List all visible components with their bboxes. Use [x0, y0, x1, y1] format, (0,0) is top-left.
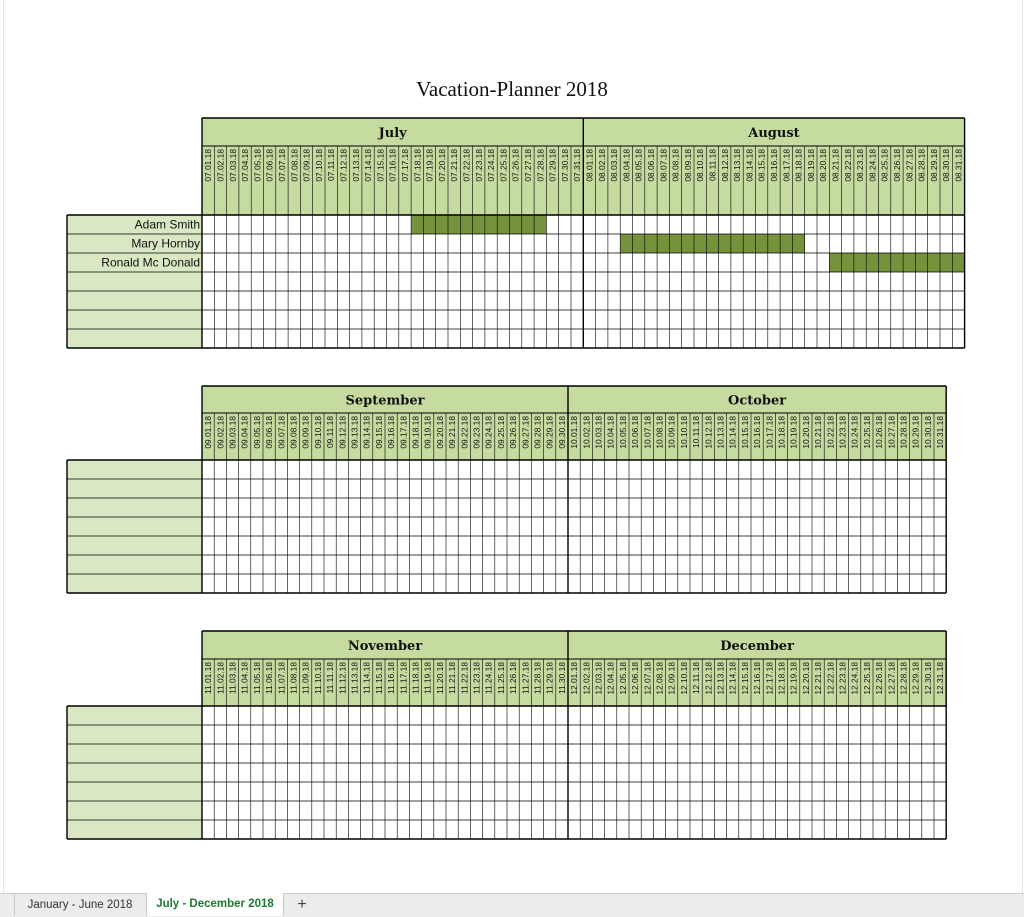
date-label: 11.24.18	[483, 662, 494, 694]
date-label: 10.14.18	[727, 416, 738, 449]
month-label-december: December	[720, 639, 794, 654]
date-label: 09.21.18	[447, 416, 458, 449]
date-label: 09.06.18	[264, 416, 275, 449]
date-label: 11.27.18	[520, 662, 531, 694]
planner-section-2	[67, 386, 946, 593]
date-label: 10.17.18	[764, 416, 775, 449]
month-label-july: July	[378, 126, 407, 141]
date-label: 11.05.18	[251, 662, 262, 694]
name-column-background	[67, 215, 202, 348]
date-label: 09.16.18	[386, 416, 397, 449]
date-label: 07.23.18	[473, 149, 484, 182]
tab-january-june-2018[interactable]: January - June 2018	[14, 894, 147, 916]
date-label: 12.24.18	[849, 662, 860, 695]
date-label: 08.25.18	[879, 149, 890, 182]
date-label: 09.03.18	[227, 416, 238, 449]
date-label: 12.04.18	[605, 662, 616, 695]
date-label: 09.17.18	[398, 416, 409, 449]
date-label: 08.05.18	[633, 149, 644, 182]
date-label: 11.02.18	[215, 662, 226, 694]
date-label: 11.14.18	[361, 662, 372, 694]
date-label: 12.20.18	[800, 662, 811, 695]
date-label: 10.06.18	[630, 416, 641, 449]
date-label: 08.21.18	[830, 149, 841, 182]
vacation-bar[interactable]	[620, 234, 805, 253]
vacation-bar[interactable]	[829, 253, 964, 272]
date-label: 08.08.18	[670, 149, 681, 182]
month-label-september: September	[345, 393, 425, 409]
date-label: 11.30.18	[556, 662, 567, 694]
employee-name[interactable]: Adam Smith	[134, 217, 200, 232]
date-label: 09.24.18	[483, 416, 494, 449]
date-label: 09.20.18	[434, 416, 445, 449]
date-label: 08.01.18	[584, 149, 595, 182]
date-label: 12.14.18	[727, 662, 738, 695]
date-label: 11.25.18	[495, 662, 506, 694]
date-label: 07.21.18	[449, 149, 460, 182]
date-label: 07.25.18	[498, 148, 509, 182]
date-label: 12.05.18	[617, 662, 628, 695]
date-label: 12.31.18	[935, 662, 946, 695]
date-label: 09.05.18	[251, 416, 262, 449]
date-label: 09.22.18	[459, 416, 470, 449]
date-label: 11.17.18	[398, 662, 409, 694]
date-label: 09.15.18	[373, 416, 384, 449]
date-label: 09.14.18	[361, 416, 372, 449]
date-label: 07.01.18	[203, 149, 214, 182]
date-label: 07.27.18	[522, 149, 533, 182]
date-label: 12.15.18	[739, 662, 750, 695]
date-label: 11.26.18	[508, 662, 519, 694]
name-column-background	[67, 706, 202, 839]
date-label: 09.29.18	[544, 416, 555, 449]
planner-section-1	[67, 118, 965, 348]
date-label: 09.02.18	[215, 416, 226, 449]
date-label: 07.05.18	[252, 149, 263, 182]
date-label: 10.29.18	[910, 416, 921, 449]
date-label: 10.11.18	[691, 416, 702, 448]
tab-july-december-2018[interactable]: July - December 2018	[146, 893, 284, 916]
date-label: 10.05.18	[617, 416, 628, 449]
date-label: 09.08.18	[288, 416, 299, 449]
date-label: 10.07.18	[642, 416, 653, 449]
date-label: 08.02.18	[596, 149, 607, 182]
date-label: 07.16.18	[387, 149, 398, 182]
date-label: 10.23.18	[837, 416, 848, 449]
date-label: 10.08.18	[654, 416, 665, 449]
date-label: 08.30.18	[941, 149, 952, 182]
date-label: 07.14.18	[363, 149, 374, 182]
date-label: 12.12.18	[703, 662, 714, 695]
date-label: 10.02.18	[581, 416, 592, 449]
date-label: 11.09.18	[300, 662, 311, 694]
date-label: 10.20.18	[800, 416, 811, 449]
date-label: 11.03.18	[227, 662, 238, 694]
date-label: 08.28.18	[916, 149, 927, 182]
date-label: 12.18.18	[776, 662, 787, 695]
date-label: 12.01.18	[569, 662, 580, 695]
date-label: 09.07.18	[276, 416, 287, 449]
date-label: 11.06.18	[264, 662, 275, 694]
date-label: 10.25.18	[861, 416, 872, 449]
date-label: 07.24.18	[486, 149, 497, 182]
date-label: 07.06.18	[264, 149, 275, 182]
date-label: 12.17.18	[764, 662, 775, 695]
month-label-october: October	[728, 393, 787, 409]
date-label: 10.24.18	[849, 416, 860, 449]
date-label: 09.10.18	[312, 416, 323, 449]
date-label: 08.15.18	[756, 149, 767, 182]
date-label: 12.21.18	[813, 662, 824, 695]
date-label: 08.20.18	[818, 149, 829, 182]
date-label: 07.09.18	[301, 149, 312, 182]
date-label: 12.16.18	[752, 662, 763, 695]
date-label: 10.16.18	[752, 416, 763, 449]
date-label: 08.26.18	[891, 149, 902, 182]
date-label: 08.17.18	[781, 149, 792, 182]
date-label: 07.20.18	[436, 149, 447, 182]
date-label: 07.19.18	[424, 149, 435, 182]
date-label: 09.09.18	[300, 416, 311, 449]
date-label: 12.23.18	[837, 662, 848, 695]
date-label: 07.13.18	[350, 149, 361, 182]
date-label: 07.07.18	[276, 149, 287, 182]
planner-title: Vacation-Planner 2018	[416, 77, 608, 101]
date-label: 07.04.18	[240, 148, 251, 182]
date-label: 10.26.18	[874, 416, 885, 449]
date-label: 07.10.18	[313, 149, 324, 182]
date-label: 07.17.18	[399, 149, 410, 182]
date-label: 12.19.18	[788, 662, 799, 695]
date-label: 10.22.18	[825, 416, 836, 449]
date-label: 11.23.18	[471, 662, 482, 694]
date-label: 08.23.18	[855, 149, 866, 182]
date-label: 09.13.18	[349, 416, 360, 449]
employee-name[interactable]: Ronald Mc Donald	[101, 255, 200, 270]
date-label: 12.28.18	[898, 662, 909, 695]
date-label: 10.15.18	[739, 416, 750, 449]
date-label: 11.28.18	[532, 662, 543, 694]
date-label: 12.09.18	[666, 662, 677, 695]
date-label: 08.11.18	[707, 149, 718, 181]
date-label: 11.21.18	[447, 662, 458, 694]
date-label: 11.01.18	[203, 662, 214, 694]
date-label: 07.18.18	[412, 149, 423, 182]
date-label: 12.02.18	[581, 662, 592, 695]
date-label: 10.12.18	[703, 416, 714, 449]
employee-name[interactable]: Mary Hornby	[131, 236, 200, 251]
date-label: 08.10.18	[695, 149, 706, 182]
date-label: 09.30.18	[556, 416, 567, 449]
date-label: 12.29.18	[910, 662, 921, 695]
date-label: 12.13.18	[715, 662, 726, 695]
date-label: 12.25.18	[861, 662, 872, 695]
date-label: 10.28.18	[898, 416, 909, 449]
date-label: 11.15.18	[373, 662, 384, 694]
date-label: 08.29.18	[928, 149, 939, 182]
date-label: 12.07.18	[642, 662, 653, 695]
date-label: 08.27.18	[904, 149, 915, 182]
date-label: 08.16.18	[768, 149, 779, 182]
date-label: 08.18.18	[793, 149, 804, 182]
date-label: 07.08.18	[289, 149, 300, 182]
date-label: 07.30.18	[559, 149, 570, 182]
date-label: 10.21.18	[813, 416, 824, 449]
date-label: 11.16.18	[386, 662, 397, 694]
date-label: 08.03.18	[609, 149, 620, 182]
date-label: 10.09.18	[666, 416, 677, 449]
date-label: 08.12.18	[719, 149, 730, 182]
date-label: 10.18.18	[776, 416, 787, 449]
date-label: 11.07.18	[276, 662, 287, 694]
date-label: 09.04.18	[239, 416, 250, 449]
date-label: 07.11.18	[326, 149, 337, 181]
date-label: 09.26.18	[508, 416, 519, 449]
date-label: 08.13.18	[732, 149, 743, 182]
date-label: 09.12.18	[337, 416, 348, 449]
date-label: 09.01.18	[203, 416, 214, 449]
date-label: 11.11.18	[325, 662, 336, 694]
date-label: 11.04.18	[239, 662, 250, 694]
date-label: 07.22.18	[461, 149, 472, 182]
date-label: 09.28.18	[532, 416, 543, 449]
date-label: 08.09.18	[682, 149, 693, 182]
date-label: 08.31.18	[953, 149, 964, 182]
planner-section-3	[67, 631, 946, 839]
date-label: 10.13.18	[715, 416, 726, 449]
date-label: 12.03.18	[593, 662, 604, 695]
date-label: 07.31.18	[572, 149, 583, 182]
date-label: 08.24.18	[867, 149, 878, 182]
date-label: 08.14.18	[744, 149, 755, 182]
sheet-tab-bar	[0, 893, 1024, 917]
date-label: 11.20.18	[434, 662, 445, 694]
month-label-november: November	[347, 639, 423, 654]
date-label: 11.13.18	[349, 662, 360, 694]
date-label: 12.11.18	[691, 662, 702, 694]
tab-scroll-stub[interactable]	[0, 894, 15, 916]
date-label: 07.12.18	[338, 149, 349, 182]
date-label: 12.22.18	[825, 662, 836, 695]
date-label: 08.22.18	[842, 149, 853, 182]
date-label: 09.27.18	[520, 416, 531, 449]
name-column-background	[67, 460, 202, 593]
date-label: 10.01.18	[569, 416, 580, 449]
date-label: 12.30.18	[922, 662, 933, 695]
date-label: 07.03.18	[227, 149, 238, 182]
date-label: 11.08.18	[288, 662, 299, 694]
date-label: 11.18.18	[410, 662, 421, 694]
date-label: 10.30.18	[922, 416, 933, 449]
date-label: 09.25.18	[495, 416, 506, 449]
date-label: 10.27.18	[886, 416, 897, 449]
date-label: 07.15.18	[375, 149, 386, 182]
date-label: 08.19.18	[805, 149, 816, 182]
date-label: 10.04.18	[605, 416, 616, 449]
date-label: 07.02.18	[215, 149, 226, 182]
date-label: 07.26.18	[510, 149, 521, 182]
date-label: 10.31.18	[935, 416, 946, 449]
date-label: 09.11.18	[325, 416, 336, 448]
date-label: 09.23.18	[471, 416, 482, 449]
date-label: 09.19.18	[422, 416, 433, 449]
add-sheet-button[interactable]: +	[297, 896, 307, 913]
date-label: 08.06.18	[645, 149, 656, 182]
date-label: 12.08.18	[654, 662, 665, 695]
date-label: 07.28.18	[535, 149, 546, 182]
date-label: 07.29.18	[547, 149, 558, 182]
date-label: 09.18.18	[410, 416, 421, 449]
date-label: 11.22.18	[459, 662, 470, 694]
date-label: 10.19.18	[788, 416, 799, 449]
date-label: 11.29.18	[544, 662, 555, 694]
date-label: 12.26.18	[874, 662, 885, 695]
date-label: 11.12.18	[337, 662, 348, 694]
month-label-august: August	[748, 126, 800, 141]
vacation-bar[interactable]	[411, 215, 546, 234]
date-label: 11.10.18	[312, 662, 323, 694]
date-label: 08.07.18	[658, 149, 669, 182]
date-label: 08.04.18	[621, 149, 632, 182]
date-label: 10.03.18	[593, 416, 604, 449]
date-label: 12.10.18	[678, 662, 689, 695]
date-label: 11.19.18	[422, 662, 433, 694]
date-label: 12.27.18	[886, 662, 897, 695]
date-label: 10.10.18	[678, 416, 689, 449]
date-label: 12.06.18	[630, 662, 641, 695]
